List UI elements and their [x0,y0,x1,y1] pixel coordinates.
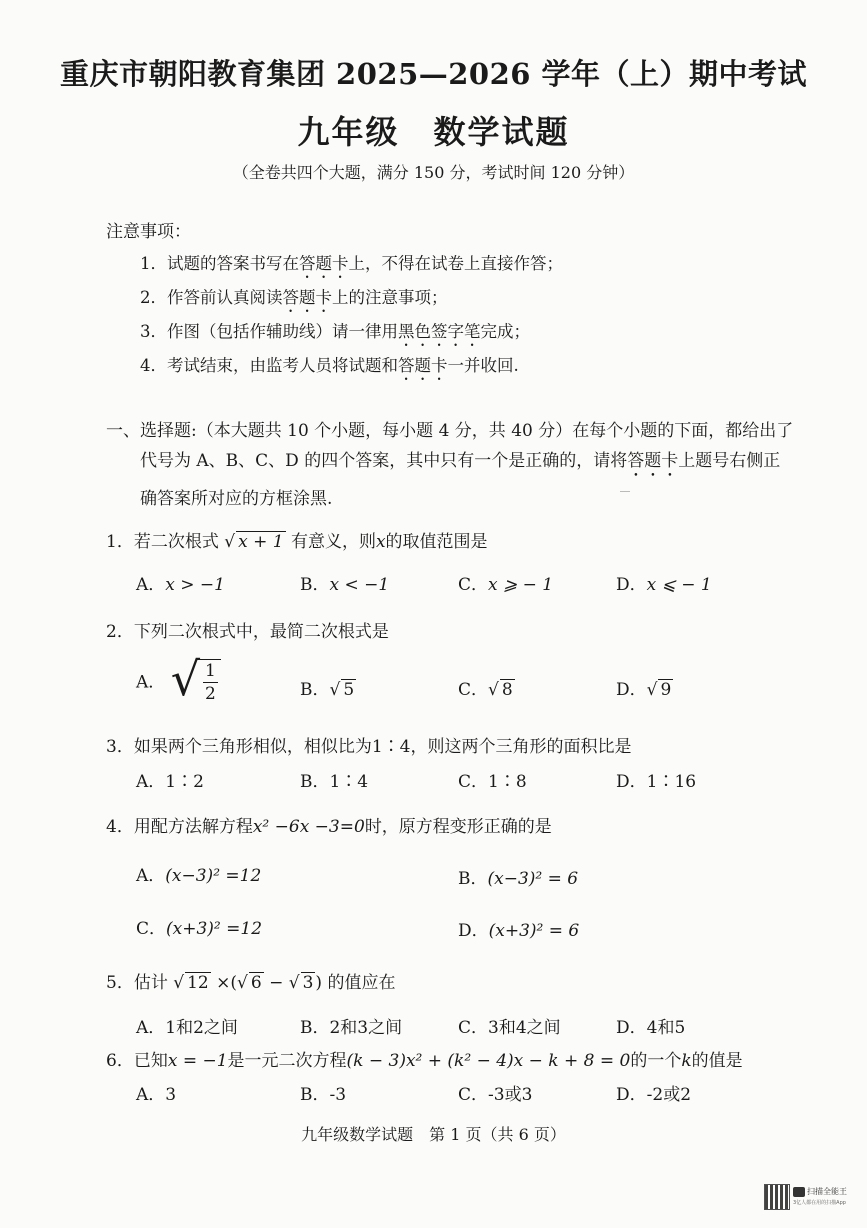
question-6: 6．已知x = −1是一元二次方程(k − 3)x² + (k² − 4)x − k + 8 = 0的一个k的值是 [106,1051,743,1071]
section1-instructions-line1: 一、选择题:（本大题共 10 个小题，每小题 4 分，共 40 分）在每个小题的下面，都给出了 [106,421,794,441]
q6-option-a: A．3 [136,1085,177,1105]
qr-code-icon [764,1184,790,1210]
scanner-logo-icon [793,1187,805,1197]
exam-subject-title: 九年级 数学试题 [297,113,570,151]
question-5: 5．估计 √ 12 ×(√ 6 − √ 3 ) 的值应在 [106,973,396,993]
q6-option-b: B．-3 [300,1085,347,1105]
exam-title: 重庆市朝阳教育集团 2025—2026 学年（上）期中考试 [59,57,808,91]
q3-option-a: A．1∶2 [136,772,204,792]
notice-item-3: 3．作图（包括作辅助线）请一律用黑色签字笔完成； [140,322,530,341]
q4-option-b: B．(x−3)² = 6 [458,869,579,889]
question-3: 3．如果两个三角形相似，相似比为1∶4，则这两个三角形的面积比是 [106,737,632,757]
q4-option-a: A．(x−3)² =12 [136,866,262,886]
notice-item-4: 4．考试结束，由监考人员将试题和答题卡一并收回. [140,356,519,375]
notice-item-1: 1．试题的答案书写在答题卡上，不得在试卷上直接作答； [140,254,563,273]
q4-option-c: C．(x+3)² =12 [136,919,263,939]
q6-option-c: C．-3或3 [458,1085,533,1105]
q2-option-a: A． √ $\frac{1}{2}$ [136,655,221,705]
scan-mark [620,491,630,492]
q6-option-d: D．-2或2 [616,1085,692,1105]
page-footer: 九年级数学试题 第 1 页（共 6 页） [301,1125,566,1144]
question-1: 1．若二次根式 √ x + 1 有意义，则x的取值范围是 [106,532,488,552]
q1-option-c: C．x ⩾ − 1 [458,575,554,595]
q5-option-d: D．4和5 [616,1018,686,1038]
scanner-watermark: 扫描全能王 3亿人都在用的扫描App [793,1187,847,1206]
q5-option-c: C．3和4之间 [458,1018,561,1038]
q2-option-c: C．√ 8 [458,680,513,700]
q5-option-a: A．1和2之间 [136,1018,238,1038]
q3-option-d: D．1∶16 [616,772,697,792]
q3-option-c: C．1∶8 [458,772,527,792]
q4-option-d: D．(x+3)² = 6 [458,921,580,941]
exam-info: （全卷共四个大题，满分 150 分，考试时间 120 分钟） [232,163,635,182]
question-2: 2．下列二次根式中，最简二次根式是 [106,622,389,642]
q3-option-b: B．1∶4 [300,772,369,792]
section1-instructions-line2: 代号为 A、B、C、D 的四个答案，其中只有一个是正确的，请将答题卡上题号右侧正 [140,451,781,471]
q2-option-b: B．√ 5 [300,680,355,700]
q1-option-a: A．x > −1 [136,575,225,595]
notice-heading: 注意事项： [106,222,191,242]
q5-option-b: B．2和3之间 [300,1018,403,1038]
section1-instructions-line3: 确答案所对应的方框涂黑. [140,489,333,509]
notice-item-2: 2．作答前认真阅读答题卡上的注意事项； [140,288,448,307]
question-4: 4．用配方法解方程x² −6x −3=0时，原方程变形正确的是 [106,817,552,837]
q2-option-d: D．√ 9 [616,680,672,700]
sqrt-expression: √ x + 1 [224,532,284,552]
q1-option-b: B．x < −1 [300,575,390,595]
q1-option-d: D．x ⩽ − 1 [616,575,712,595]
